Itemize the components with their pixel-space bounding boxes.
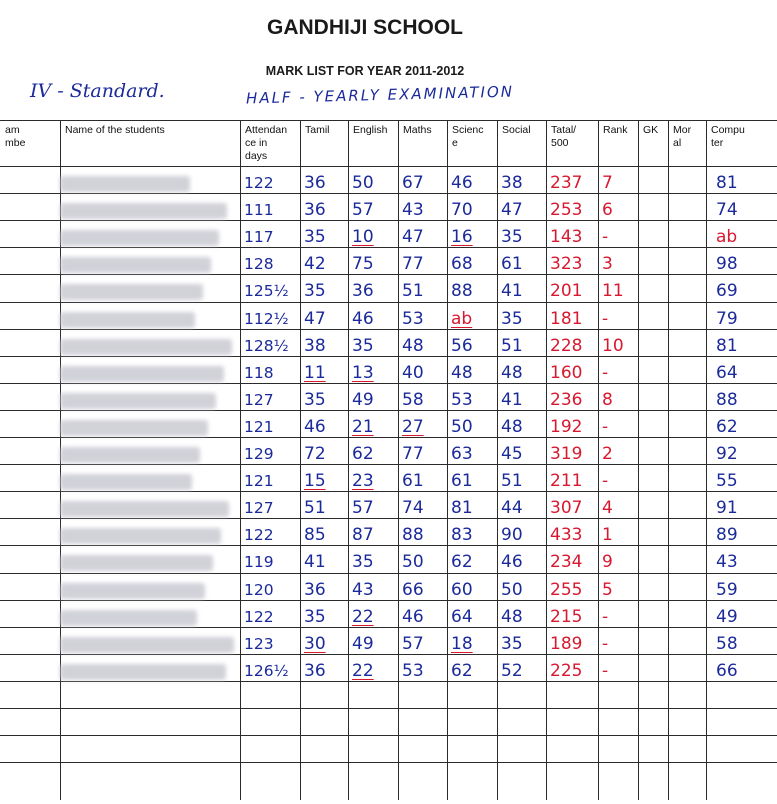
cell-science: 83 bbox=[451, 525, 473, 546]
cell-rank: 2 bbox=[602, 444, 613, 464]
column-header-tamil: Tamil bbox=[305, 124, 330, 136]
cell-total: 307 bbox=[550, 498, 583, 519]
table-grid-line-h bbox=[0, 762, 777, 763]
cell-maths: 74 bbox=[402, 498, 424, 519]
table-grid-line-v bbox=[546, 120, 547, 800]
cell-attendance: 121 bbox=[244, 472, 274, 491]
cell-tamil: 41 bbox=[304, 552, 326, 573]
cell-social: 41 bbox=[501, 389, 523, 410]
cell-total: 201 bbox=[550, 281, 583, 302]
redacted-student-name bbox=[60, 203, 227, 219]
redacted-student-name bbox=[60, 257, 211, 273]
cell-attendance: 128½ bbox=[244, 336, 289, 355]
cell-rank: 10 bbox=[602, 335, 624, 356]
cell-attendance: 111 bbox=[244, 201, 274, 220]
cell-rank: - bbox=[602, 362, 609, 383]
cell-computer: ab bbox=[716, 227, 738, 248]
cell-social: 45 bbox=[501, 444, 523, 464]
cell-science: 16 bbox=[451, 227, 473, 248]
table-grid-line-v bbox=[447, 120, 448, 800]
cell-rank: 9 bbox=[602, 552, 613, 573]
cell-science: 60 bbox=[451, 579, 473, 600]
table-grid-line-h bbox=[0, 247, 777, 248]
redacted-student-name bbox=[60, 474, 192, 490]
cell-maths: 40 bbox=[402, 362, 424, 383]
cell-tamil: 35 bbox=[304, 227, 326, 248]
cell-maths: 66 bbox=[402, 579, 424, 600]
cell-rank: 3 bbox=[602, 254, 613, 275]
column-header-name: Name of the students bbox=[65, 124, 165, 136]
cell-tamil: 36 bbox=[304, 660, 326, 681]
cell-social: 51 bbox=[501, 471, 523, 492]
cell-science: ab bbox=[451, 308, 473, 329]
cell-attendance: 129 bbox=[244, 445, 274, 463]
cell-total: 215 bbox=[550, 606, 583, 627]
cell-science: 48 bbox=[451, 362, 473, 383]
cell-rank: - bbox=[602, 308, 609, 329]
redacted-student-name bbox=[60, 312, 195, 328]
cell-english: 49 bbox=[352, 633, 374, 654]
cell-english: 57 bbox=[352, 498, 374, 519]
cell-english: 46 bbox=[352, 308, 374, 329]
cell-attendance: 119 bbox=[244, 553, 274, 572]
cell-total: 189 bbox=[550, 633, 583, 654]
redacted-student-name bbox=[60, 528, 221, 544]
cell-science: 64 bbox=[451, 606, 473, 627]
cell-total: 255 bbox=[550, 579, 583, 600]
table-grid-line-h bbox=[0, 220, 777, 221]
cell-total: 323 bbox=[550, 254, 583, 275]
table-grid-line-h bbox=[0, 600, 777, 601]
cell-computer: 89 bbox=[716, 525, 738, 546]
cell-social: 50 bbox=[501, 579, 523, 600]
table-grid-line-h bbox=[0, 329, 777, 330]
cell-science: 61 bbox=[451, 471, 473, 492]
cell-social: 51 bbox=[501, 335, 523, 356]
cell-total: 160 bbox=[550, 362, 583, 383]
cell-attendance: 118 bbox=[244, 363, 274, 382]
redacted-student-name bbox=[60, 637, 234, 653]
cell-total: 236 bbox=[550, 389, 583, 410]
cell-rank: 7 bbox=[602, 173, 613, 193]
mark-list-title: MARK LIST FOR YEAR 2011-2012 bbox=[265, 64, 465, 78]
column-header-social: Social bbox=[502, 124, 531, 136]
cell-social: 46 bbox=[501, 552, 523, 573]
cell-tamil: 15 bbox=[304, 471, 326, 492]
cell-computer: 58 bbox=[716, 633, 738, 654]
cell-social: 44 bbox=[501, 498, 523, 519]
cell-tamil: 36 bbox=[304, 579, 326, 600]
cell-english: 22 bbox=[352, 606, 374, 627]
cell-social: 52 bbox=[501, 660, 523, 681]
redacted-student-name bbox=[60, 393, 216, 409]
cell-maths: 43 bbox=[402, 200, 424, 221]
cell-tamil: 30 bbox=[304, 633, 326, 654]
cell-rank: - bbox=[602, 633, 609, 654]
cell-computer: 59 bbox=[716, 579, 738, 600]
column-header-maths: Maths bbox=[403, 124, 432, 136]
redacted-student-name bbox=[60, 664, 226, 680]
cell-rank: - bbox=[602, 471, 609, 492]
cell-science: 68 bbox=[451, 254, 473, 275]
table-grid-line-h bbox=[0, 356, 777, 357]
cell-social: 48 bbox=[501, 606, 523, 627]
cell-computer: 43 bbox=[716, 552, 738, 573]
cell-tamil: 47 bbox=[304, 308, 326, 329]
cell-english: 36 bbox=[352, 281, 374, 302]
cell-maths: 51 bbox=[402, 281, 424, 302]
cell-science: 53 bbox=[451, 389, 473, 410]
cell-maths: 57 bbox=[402, 633, 424, 654]
table-grid-line-h bbox=[0, 193, 777, 194]
cell-computer: 81 bbox=[716, 335, 738, 356]
cell-tamil: 46 bbox=[304, 416, 326, 437]
cell-social: 35 bbox=[501, 308, 523, 329]
table-grid-line-v bbox=[348, 120, 349, 800]
table-grid-line-h bbox=[0, 708, 777, 709]
table-grid-line-h bbox=[0, 681, 777, 682]
table-grid-line-v bbox=[638, 120, 639, 800]
column-header-science: Scienc e bbox=[452, 124, 484, 149]
cell-attendance: 122 bbox=[244, 526, 274, 545]
cell-english: 35 bbox=[352, 552, 374, 573]
cell-total: 211 bbox=[550, 471, 583, 492]
table-grid-line-v bbox=[497, 120, 498, 800]
cell-total: 234 bbox=[550, 552, 583, 573]
table-grid-line-h bbox=[0, 274, 777, 275]
cell-attendance: 121 bbox=[244, 417, 274, 436]
school-title: GANDHIJI SCHOOL bbox=[266, 16, 463, 39]
table-grid-line-h bbox=[0, 302, 777, 303]
cell-maths: 46 bbox=[402, 606, 424, 627]
cell-tamil: 11 bbox=[304, 362, 326, 383]
redacted-student-name bbox=[60, 420, 208, 436]
column-header-gk: GK bbox=[643, 124, 659, 136]
cell-computer: 98 bbox=[716, 254, 738, 275]
cell-total: 319 bbox=[550, 444, 583, 464]
cell-tamil: 38 bbox=[304, 335, 326, 356]
cell-english: 23 bbox=[352, 471, 374, 492]
cell-total: 433 bbox=[550, 525, 583, 546]
cell-computer: 88 bbox=[716, 389, 738, 410]
table-grid-line-v bbox=[706, 120, 707, 800]
cell-computer: 66 bbox=[716, 660, 738, 681]
cell-attendance: 117 bbox=[244, 228, 274, 247]
cell-english: 57 bbox=[352, 200, 374, 221]
table-grid-line-v bbox=[598, 120, 599, 800]
cell-computer: 74 bbox=[716, 200, 738, 221]
column-header-english: English bbox=[353, 124, 388, 136]
table-grid-line-h bbox=[0, 573, 777, 574]
column-header-computer: Compu ter bbox=[711, 124, 745, 149]
cell-social: 35 bbox=[501, 227, 523, 248]
standard-label: IV - Standard. bbox=[30, 80, 165, 102]
cell-total: 225 bbox=[550, 660, 583, 681]
cell-science: 18 bbox=[451, 633, 473, 654]
redacted-student-name bbox=[60, 230, 219, 246]
cell-attendance: 122 bbox=[244, 174, 274, 192]
cell-tamil: 72 bbox=[304, 444, 326, 464]
cell-english: 87 bbox=[352, 525, 374, 546]
table-grid-line-h bbox=[0, 518, 777, 519]
cell-tamil: 36 bbox=[304, 200, 326, 221]
cell-science: 81 bbox=[451, 498, 473, 519]
cell-rank: 8 bbox=[602, 389, 613, 410]
column-header-total: Tatal/ 500 bbox=[551, 124, 577, 149]
cell-rank: - bbox=[602, 606, 609, 627]
cell-science: 56 bbox=[451, 335, 473, 356]
cell-maths: 53 bbox=[402, 660, 424, 681]
cell-english: 75 bbox=[352, 254, 374, 275]
cell-science: 62 bbox=[451, 660, 473, 681]
cell-english: 35 bbox=[352, 335, 374, 356]
cell-attendance: 122 bbox=[244, 607, 274, 626]
cell-computer: 91 bbox=[716, 498, 738, 519]
cell-attendance: 120 bbox=[244, 580, 274, 599]
cell-total: 237 bbox=[550, 173, 583, 193]
table-grid-line-v bbox=[240, 120, 241, 800]
table-grid-line-h bbox=[0, 437, 777, 438]
redacted-student-name bbox=[60, 610, 197, 626]
cell-rank: - bbox=[602, 660, 609, 681]
cell-social: 38 bbox=[501, 173, 523, 193]
cell-rank: 11 bbox=[602, 281, 624, 302]
cell-total: 143 bbox=[550, 227, 583, 248]
redacted-student-name bbox=[60, 501, 229, 517]
exam-label: HALF - YEARLY EXAMINATION bbox=[245, 82, 515, 108]
cell-social: 41 bbox=[501, 281, 523, 302]
table-grid-line-v bbox=[300, 120, 301, 800]
cell-science: 63 bbox=[451, 444, 473, 464]
cell-tamil: 35 bbox=[304, 606, 326, 627]
table-grid-line-h bbox=[0, 654, 777, 655]
cell-maths: 48 bbox=[402, 335, 424, 356]
cell-computer: 79 bbox=[716, 308, 738, 329]
redacted-student-name bbox=[60, 176, 190, 192]
cell-science: 50 bbox=[451, 416, 473, 437]
cell-english: 43 bbox=[352, 579, 374, 600]
cell-attendance: 128 bbox=[244, 255, 274, 274]
cell-maths: 67 bbox=[402, 173, 424, 193]
table-grid-line-v bbox=[668, 120, 669, 800]
cell-computer: 49 bbox=[716, 606, 738, 627]
cell-tamil: 85 bbox=[304, 525, 326, 546]
redacted-student-name bbox=[60, 339, 232, 355]
cell-rank: 5 bbox=[602, 579, 613, 600]
cell-rank: - bbox=[602, 416, 609, 437]
table-grid-line-h bbox=[0, 120, 777, 121]
cell-attendance: 127 bbox=[244, 499, 274, 518]
column-header-rank: Rank bbox=[603, 124, 628, 136]
cell-total: 253 bbox=[550, 200, 583, 221]
cell-tamil: 36 bbox=[304, 173, 326, 193]
cell-computer: 81 bbox=[716, 173, 738, 193]
cell-english: 22 bbox=[352, 660, 374, 681]
table-grid-line-h bbox=[0, 410, 777, 411]
cell-english: 50 bbox=[352, 173, 374, 193]
cell-rank: 1 bbox=[602, 525, 613, 546]
cell-rank: 4 bbox=[602, 498, 613, 519]
redacted-student-name bbox=[60, 366, 224, 382]
cell-social: 47 bbox=[501, 200, 523, 221]
cell-science: 46 bbox=[451, 173, 473, 193]
cell-science: 62 bbox=[451, 552, 473, 573]
cell-tamil: 35 bbox=[304, 281, 326, 302]
cell-rank: 6 bbox=[602, 200, 613, 221]
cell-social: 48 bbox=[501, 362, 523, 383]
cell-science: 70 bbox=[451, 200, 473, 221]
cell-tamil: 51 bbox=[304, 498, 326, 519]
cell-maths: 77 bbox=[402, 254, 424, 275]
cell-attendance: 126½ bbox=[244, 661, 289, 680]
column-header-attendance: Attendan ce in days bbox=[245, 124, 288, 162]
cell-english: 49 bbox=[352, 389, 374, 410]
table-grid-line-h bbox=[0, 735, 777, 736]
cell-maths: 61 bbox=[402, 471, 424, 492]
cell-attendance: 123 bbox=[244, 634, 274, 653]
column-header-exam-number: am mbe bbox=[5, 124, 26, 149]
cell-english: 13 bbox=[352, 362, 374, 383]
cell-science: 88 bbox=[451, 281, 473, 302]
table-grid-line-h bbox=[0, 383, 777, 384]
cell-total: 192 bbox=[550, 416, 583, 437]
table-grid-line-h bbox=[0, 627, 777, 628]
table-grid-line-h bbox=[0, 491, 777, 492]
cell-tamil: 35 bbox=[304, 389, 326, 410]
cell-total: 228 bbox=[550, 335, 583, 356]
cell-maths: 47 bbox=[402, 227, 424, 248]
cell-rank: - bbox=[602, 227, 609, 248]
cell-maths: 77 bbox=[402, 444, 424, 464]
cell-attendance: 127 bbox=[244, 390, 274, 409]
cell-maths: 88 bbox=[402, 525, 424, 546]
table-grid-line-v bbox=[398, 120, 399, 800]
cell-computer: 62 bbox=[716, 416, 738, 437]
cell-social: 90 bbox=[501, 525, 523, 546]
table-grid-line-h bbox=[0, 545, 777, 546]
cell-english: 10 bbox=[352, 227, 374, 248]
cell-computer: 64 bbox=[716, 362, 738, 383]
column-header-moral: Mor al bbox=[673, 124, 692, 149]
cell-social: 48 bbox=[501, 416, 523, 437]
redacted-student-name bbox=[60, 284, 203, 300]
cell-computer: 69 bbox=[716, 281, 738, 302]
cell-computer: 55 bbox=[716, 471, 738, 492]
redacted-student-name bbox=[60, 447, 200, 463]
redacted-student-name bbox=[60, 583, 205, 599]
cell-english: 62 bbox=[352, 444, 374, 464]
table-grid-line-h bbox=[0, 166, 777, 167]
cell-maths: 58 bbox=[402, 389, 424, 410]
cell-total: 181 bbox=[550, 308, 583, 329]
cell-attendance: 125½ bbox=[244, 282, 289, 301]
cell-english: 21 bbox=[352, 416, 374, 437]
cell-social: 61 bbox=[501, 254, 523, 275]
cell-social: 35 bbox=[501, 633, 523, 654]
redacted-student-name bbox=[60, 555, 213, 571]
cell-maths: 53 bbox=[402, 308, 424, 329]
cell-tamil: 42 bbox=[304, 254, 326, 275]
cell-computer: 92 bbox=[716, 444, 738, 464]
cell-attendance: 112½ bbox=[244, 309, 289, 328]
cell-maths: 50 bbox=[402, 552, 424, 573]
table-grid-line-h bbox=[0, 464, 777, 465]
cell-maths: 27 bbox=[402, 416, 424, 437]
